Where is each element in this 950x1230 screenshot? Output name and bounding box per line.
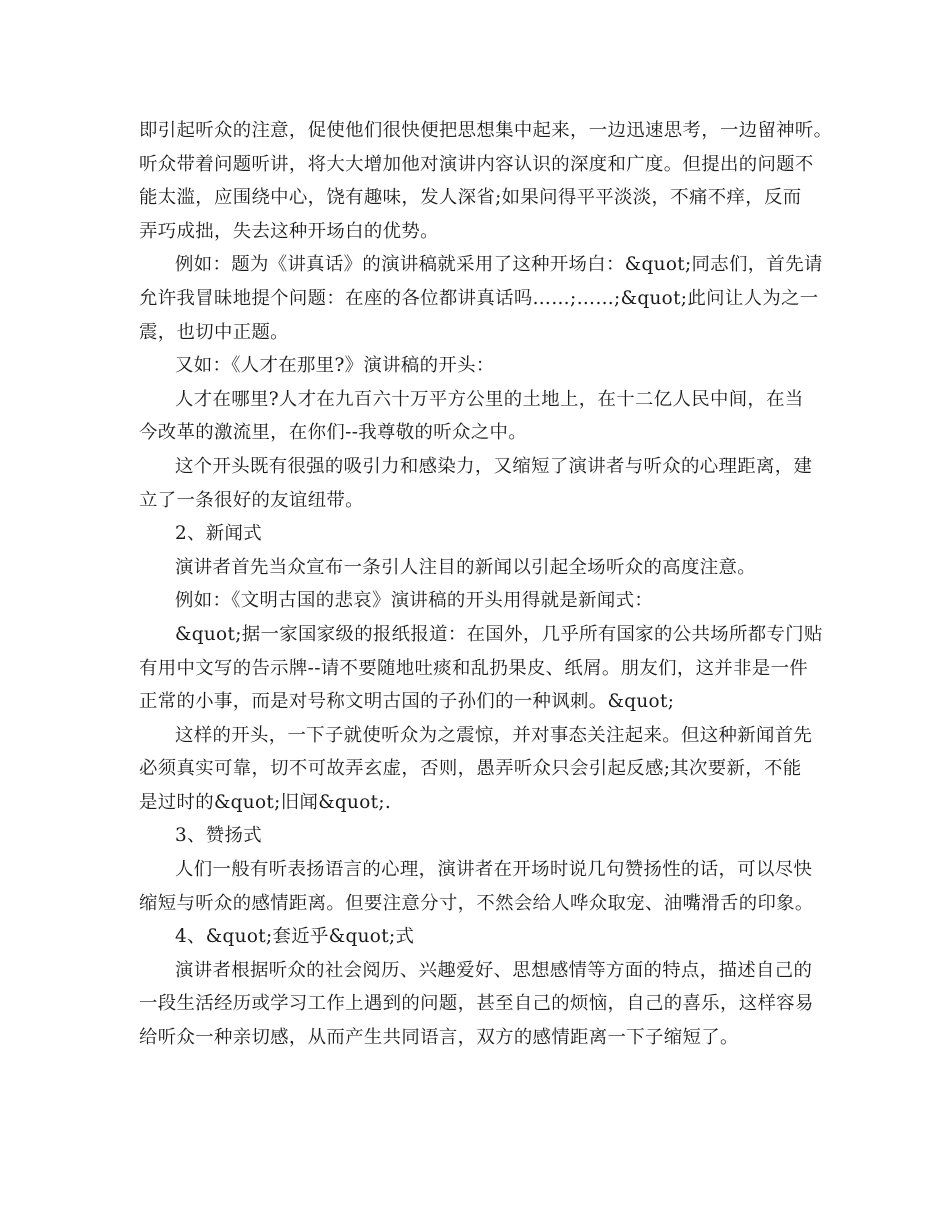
text-line: 缩短与听众的感情距离。但要注意分寸，不然会给人哗众取宠、油嘴滑舌的印象。 [139, 892, 814, 914]
text-line: 立了一条很好的友谊纽带。 [139, 489, 364, 511]
text-line: 例如：《文明古国的悲哀》演讲稿的开头用得就是新闻式： [175, 590, 654, 612]
text-line: 今改革的激流里，在你们--我尊敬的听众之中。 [139, 422, 527, 444]
text-line: 有用中文写的告示牌--请不要随地吐痰和乱扔果皮、纸屑。朋友们，这并非是一件 [139, 657, 809, 679]
document-body [139, 114, 833, 1055]
text-line: 这样的开头，一下子就使听众为之震惊，并对事态关注起来。但这种新闻首先 [175, 724, 813, 746]
text-line: &quot;据一家国家级的报纸报道：在国外，几乎所有国家的公共场所都专门贴 [175, 623, 823, 645]
text-line: 演讲者根据听众的社会阅历、兴趣爱好、思想感情等方面的特点，描述自己的 [175, 959, 813, 981]
text-line: 人们一般有听表扬语言的心理，演讲者在开场时说几句赞扬性的话，可以尽快 [175, 859, 813, 881]
section-heading: 2、新闻式 [175, 523, 263, 545]
section-heading: 3、赞扬式 [175, 825, 263, 847]
text-line: 允许我冒昧地提个问题：在座的各位都讲真话吗……;……;&quot;此问让人为之一 [139, 287, 819, 309]
text-line: 正常的小事，而是对号称文明古国的子孙们的一种讽刺。&quot; [139, 691, 675, 713]
text-line: 一段生活经历或学习工作上遇到的问题，甚至自己的烦恼，自己的喜乐，这样容易 [139, 993, 814, 1015]
text-line: 这个开头既有很强的吸引力和感染力，又缩短了演讲者与听众的心理距离，建 [175, 455, 813, 477]
text-line: 弄巧成拙，失去这种开场白的优势。 [139, 220, 439, 242]
text-line: 必须真实可靠，切不可故弄玄虚，否则，愚弄听众只会引起反感;其次要新，不能 [139, 758, 802, 780]
text-line: 又如：《人才在那里?》演讲稿的开头： [175, 355, 495, 377]
text-line: 能太滥，应围绕中心，饶有趣味，发人深省;如果问得平平淡淡，不痛不痒，反而 [139, 187, 802, 209]
text-line: 听众带着问题听讲，将大大增加他对演讲内容认识的深度和广度。但提出的问题不 [139, 153, 814, 175]
section-heading: 4、&quot;套近乎&quot;式 [175, 926, 415, 948]
text-line: 例如：题为《讲真话》的演讲稿就采用了这种开场白：&quot;同志们，首先请 [175, 254, 823, 276]
text-line: 即引起听众的注意，促使他们很快便把思想集中起来，一边迅速思考，一边留神听。 [139, 120, 833, 141]
text-line: 演讲者首先当众宣布一条引人注目的新闻以引起全场听众的高度注意。 [175, 556, 756, 578]
text-line: 给听众一种亲切感，从而产生共同语言，双方的感情距离一下子缩短了。 [139, 1027, 739, 1049]
text-line: 人才在哪里?人才在九百六十万平方公里的土地上，在十二亿人民中间，在当 [175, 388, 804, 410]
text-line: 是过时的&quot;旧闻&quot;. [139, 791, 392, 813]
text-line: 震，也切中正题。 [139, 321, 289, 343]
